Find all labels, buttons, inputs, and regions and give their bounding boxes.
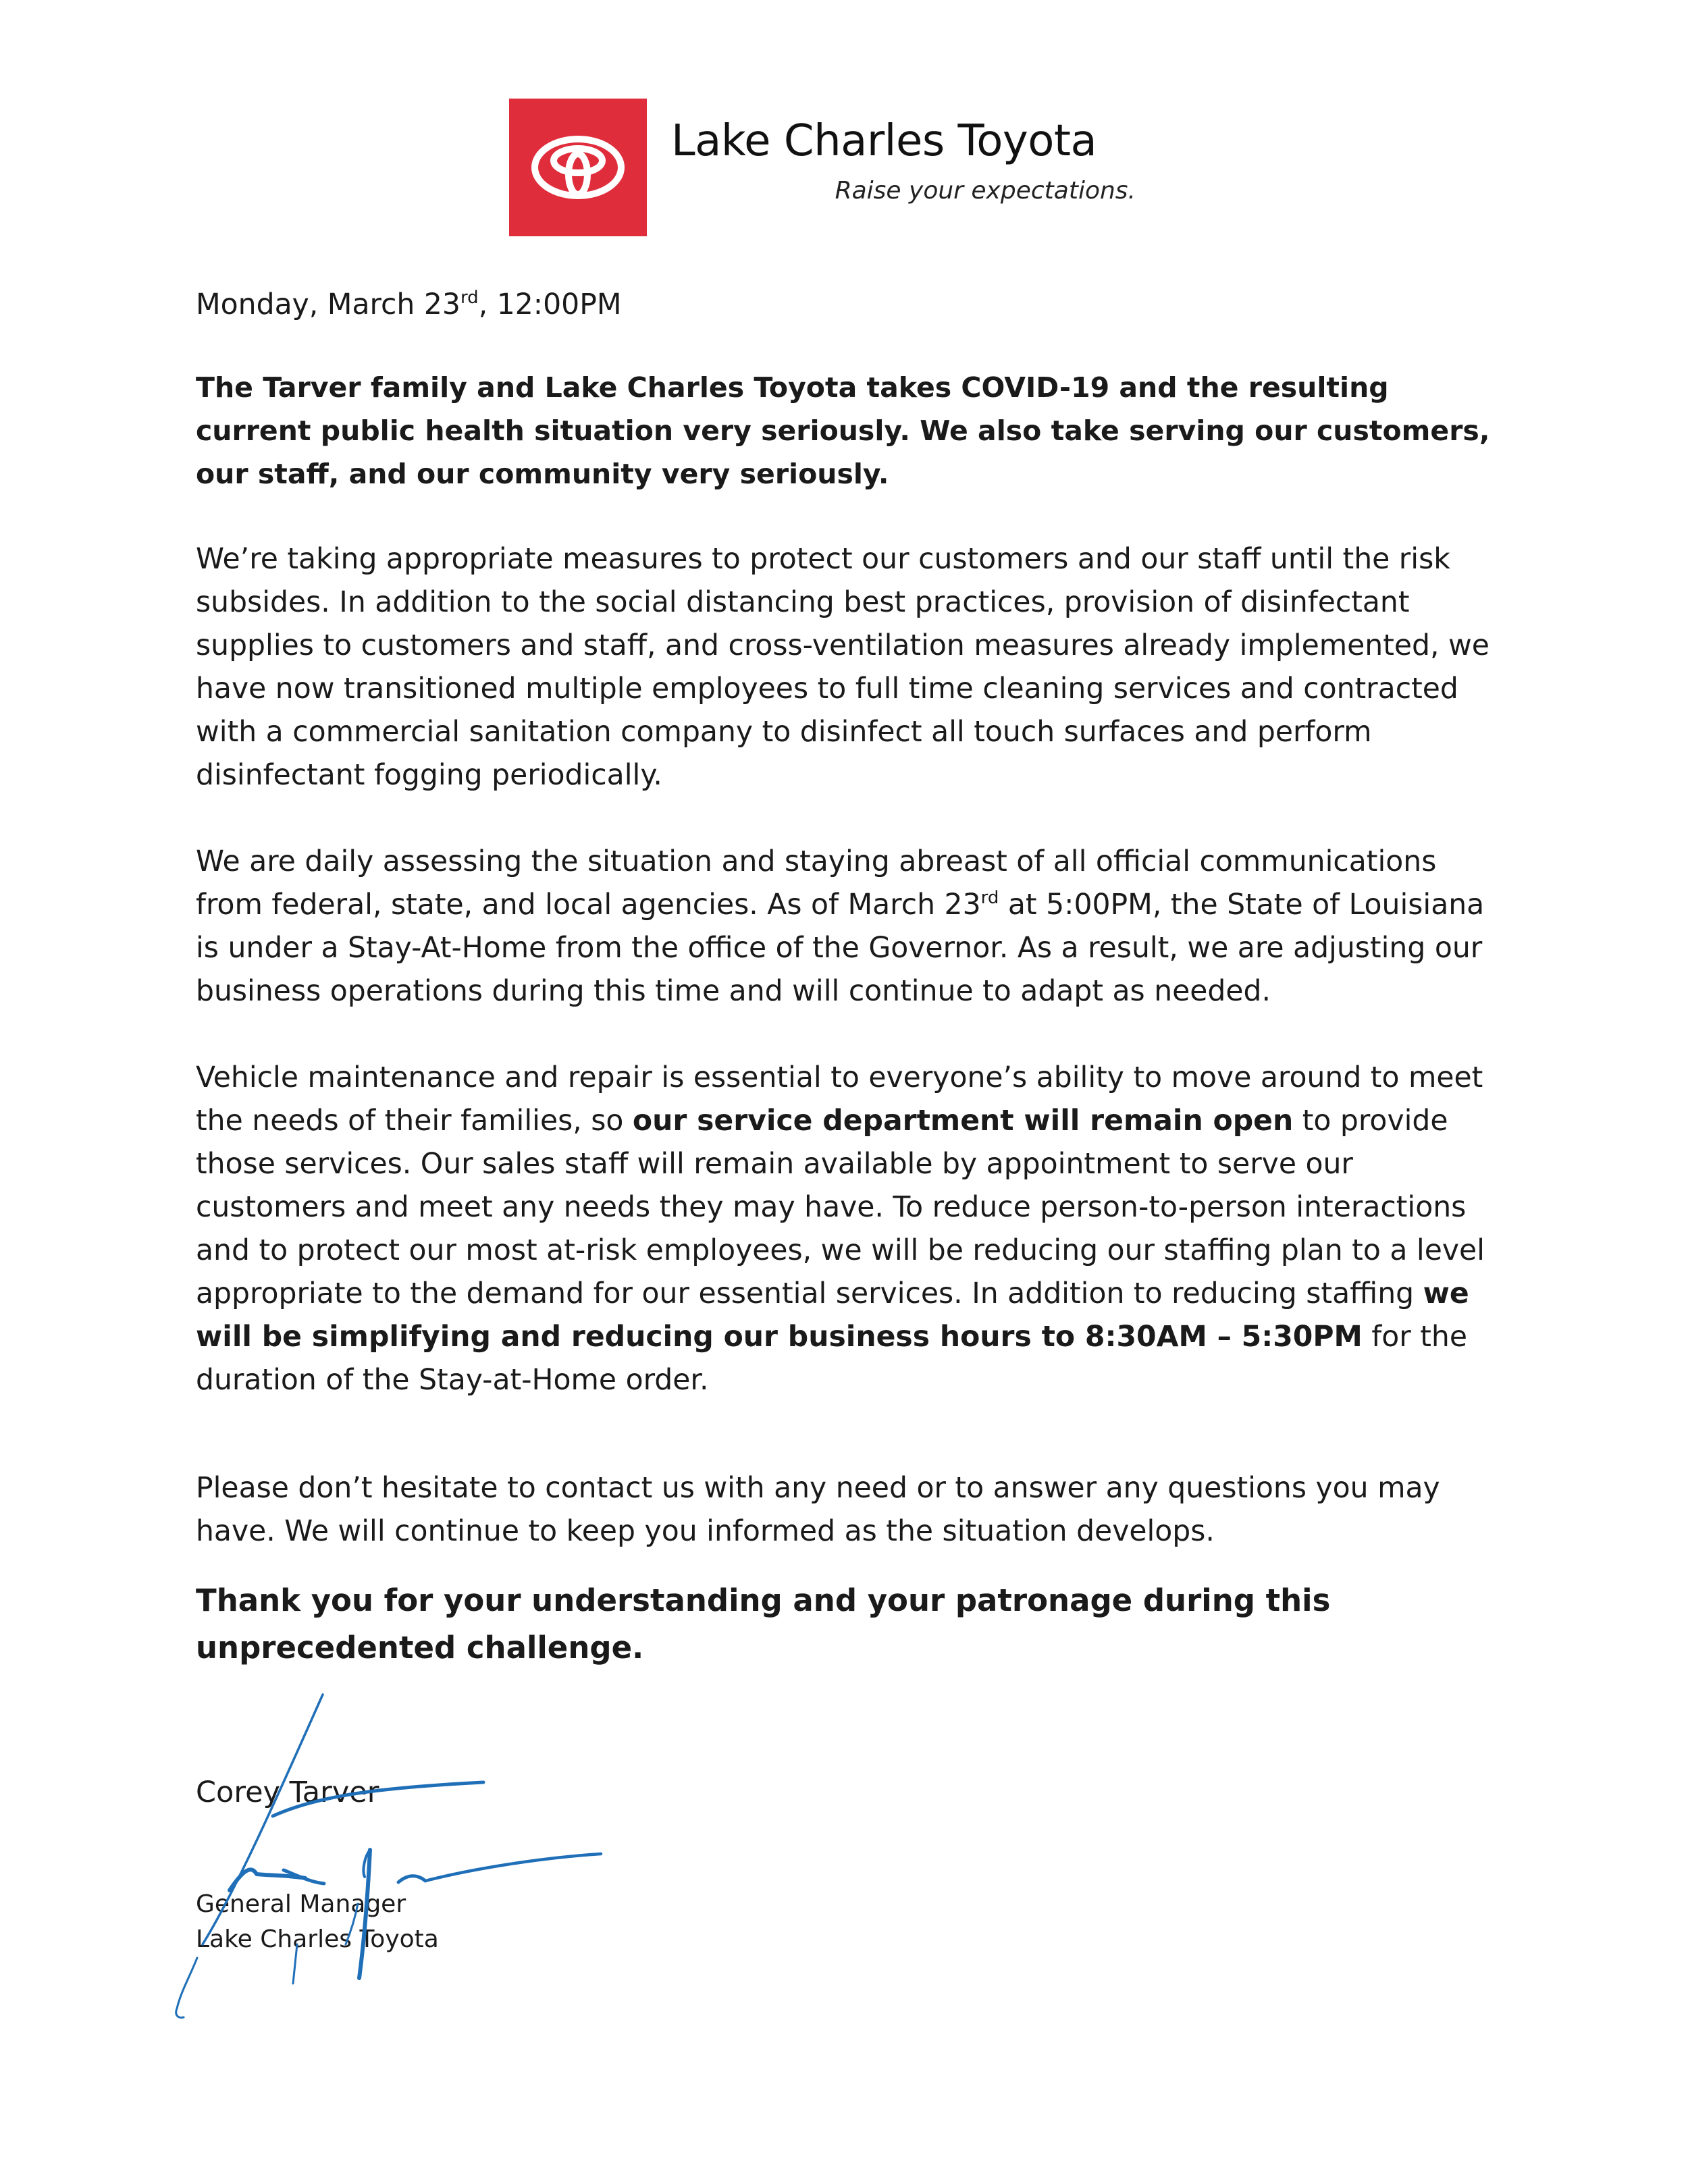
- toyota-logo-badge: [509, 99, 647, 236]
- dealer-tagline: Raise your expectations.: [835, 177, 1136, 205]
- signer-title: General Manager: [196, 1890, 406, 1918]
- assessment-text-1: We are daily assessing the situation and staying abreast of all official communications from federal, state, and local agencies. As of March 23: [196, 845, 1437, 922]
- closing-paragraph: Thank you for your understanding and your patronage during this unprecedented challenge.: [196, 1582, 1331, 1666]
- signer-company: Lake Charles Toyota: [196, 1925, 439, 1953]
- operations-text-3: for the duration of the Stay-at-Home order.: [196, 1321, 1468, 1397]
- measures-paragraph: We’re taking appropriate measures to protect our customers and our staff until the risk subsides. In addition to the social distancing best practices, provision of disinfectant supplies to customers and staff, and cross-ventilation measures already implemented, we have now transitioned multiple employees to full time cleaning services and contracted with a commercial sanitation company to disinfect all touch surfaces and perform disinfectant fogging periodically.: [196, 543, 1489, 792]
- assessment-ordinal: rd: [980, 888, 999, 908]
- date-ordinal: rd: [460, 288, 479, 308]
- letter-date: [196, 284, 1499, 327]
- assessment-text-2: at 5:00PM, the State of Louisiana is under a Stay-At-Home from the office of the Governor. As a result, we are adjusting our business operations during this time and will continue to adapt as needed.: [196, 888, 1485, 1008]
- business-hours-emphasis: we will be simplifying and reducing our business hours to 8:30AM – 5:30PM: [196, 1277, 1469, 1354]
- operations-text-2: to provide those services. Our sales staff will remain available by appointment to serve our customers and meet any needs they may have. To reduce person-to-person interactions and to protect our most at-risk employees, we will be reducing our staffing plan to a level appropriate to the demand for our essential services. In addition to reducing staffing: [196, 1104, 1485, 1310]
- date-time: , 12:00PM: [478, 288, 622, 321]
- date-main: Monday, March 23: [196, 288, 460, 321]
- signer-name: Corey Tarver: [196, 1776, 379, 1809]
- operations-paragraph: [196, 1057, 1499, 1402]
- assessment-paragraph: [196, 841, 1499, 1013]
- contact-paragraph: Please don’t hesitate to contact us with any need or to answer any questions you may have. We will continue to keep you informed as the situation develops.: [196, 1472, 1440, 1548]
- dealer-name: Lake Charles Toyota: [671, 116, 1097, 166]
- operations-text-1: Vehicle maintenance and repair is essential to everyone’s ability to move around to meet the needs of their families, so: [196, 1061, 1483, 1138]
- intro-paragraph: The Tarver family and Lake Charles Toyota takes COVID-19 and the resulting current public health situation very seriously. We also take serving our customers, our staff, and our community very seriously.: [196, 371, 1490, 490]
- service-open-emphasis: our service department will remain open: [632, 1104, 1294, 1138]
- toyota-emblem-icon: [509, 99, 647, 236]
